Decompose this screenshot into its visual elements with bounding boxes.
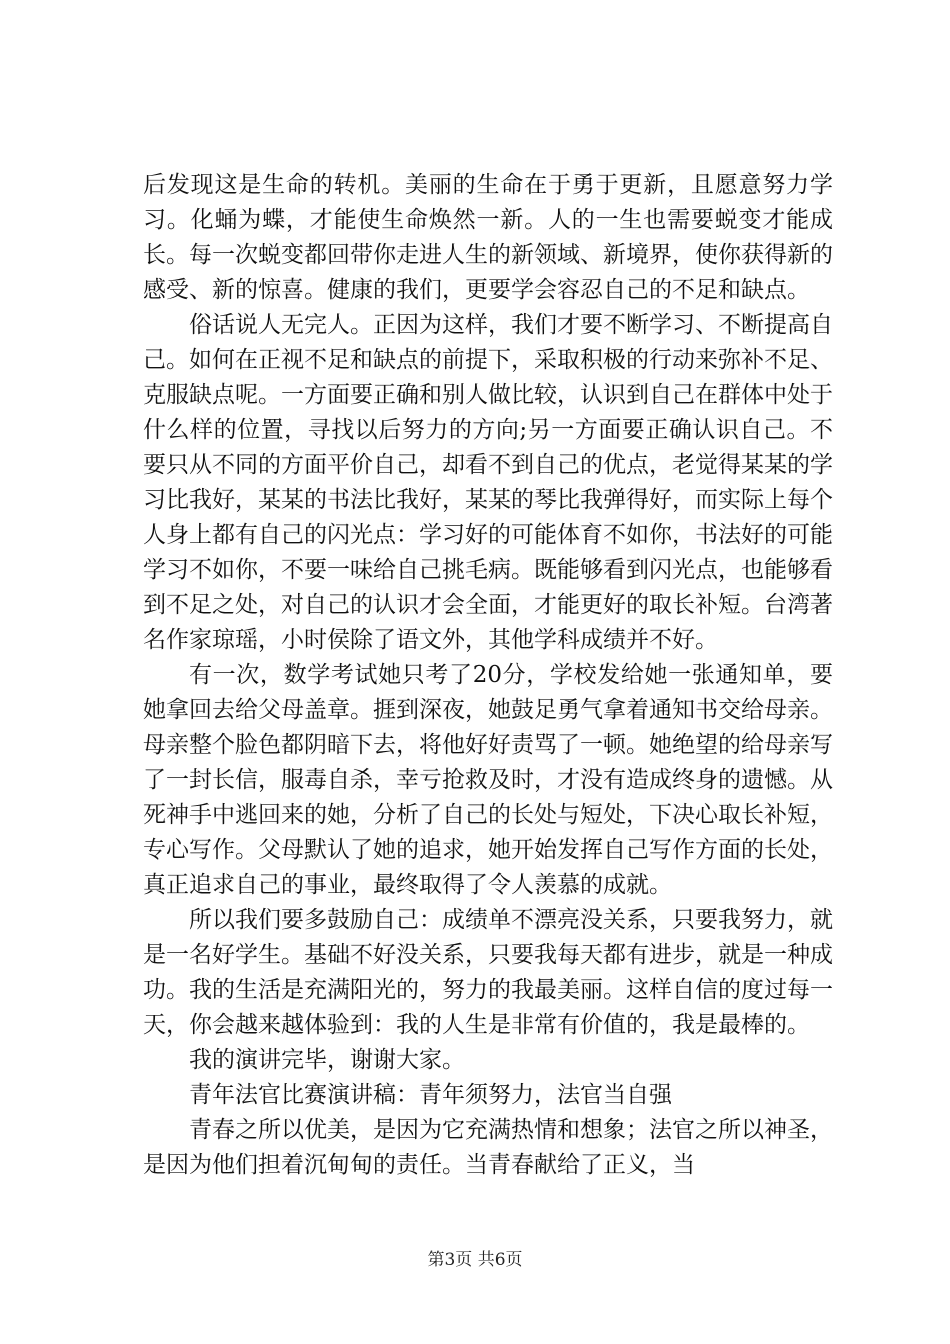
paragraph: 所以我们要多鼓励自己：成绩单不漂亮没关系，只要我努力，就是一名好学生。基础不好没关系，只要我每天都有进步，就是一种成功。我的生活是充满阳光的，努力的我最美丽。这样自信的度过每一天，你会越来越体验到：我的人生是非常有价值的，我是最棒的。 [143,907,833,1038]
paragraph: 我的演讲完毕，谢谢大家。 [189,1047,465,1073]
paragraph: 俗话说人无完人。正因为这样，我们才要不断学习、不断提高自己。如何在正视不足和缺点的前提下，采取积极的行动来弥补不足、克服缺点呢。一方面要正确和别人做比较，认识到自己在群体中处于什么样的位置，寻找以后努力的方向;另一方面要正确认识自己。不要只从不同的方面平价自己，却看不到自己的优点，老觉得某某的学习比我好，某某的书法比我好，某某的琴比我弹得好，而实际上每个人身上都有自己的闪光点：学习好的可能体育不如你，书法好的可能学习不如你，不要一味给自己挑毛病。既能够看到闪光点，也能够看到不足之处，对自己的认识才会全面，才能更好的取长补短。台湾著名作家琼瑶，小时侯除了语文外，其他学科成绩并不好。 [143,312,833,653]
paragraph: 青春之所以优美，是因为它充满热情和想象；法官之所以神圣，是因为他们担着沉甸甸的责任。当青春献给了正义，当 [143,1117,833,1178]
paragraph: 后发现这是生命的转机。美丽的生命在于勇于更新，且愿意努力学习。化蛹为蝶，才能使生命焕然一新。人的一生也需要蜕变才能成长。每一次蜕变都回带你走进人生的新领域、新境界，使你获得新的感受、新的惊喜。健康的我们，更要学会容忍自己的不足和缺点。 [143,172,833,303]
paragraph: 有一次，数学考试她只考了20分，学校发给她一张通知单，要她拿回去给父母盖章。捱到深夜，她鼓足勇气拿着通知书交给母亲。母亲整个脸色都阴暗下去，将他好好责骂了一顿。她绝望的给母亲写了一封长信，服毒自杀，幸亏抢救及时，才没有造成终身的遗憾。从死神手中逃回来的她，分析了自己的长处与短处，下决心取长补短，专心写作。父母默认了她的追求，她开始发挥自己写作方面的长处，真正追求自己的事业，最终取得了令人羡慕的成就。 [143,662,833,898]
page-number-footer: 第3页 共6页 [427,1250,523,1270]
section-heading: 青年法官比赛演讲稿：青年须努力，法官当自强 [189,1082,672,1108]
document-body [143,168,833,1183]
